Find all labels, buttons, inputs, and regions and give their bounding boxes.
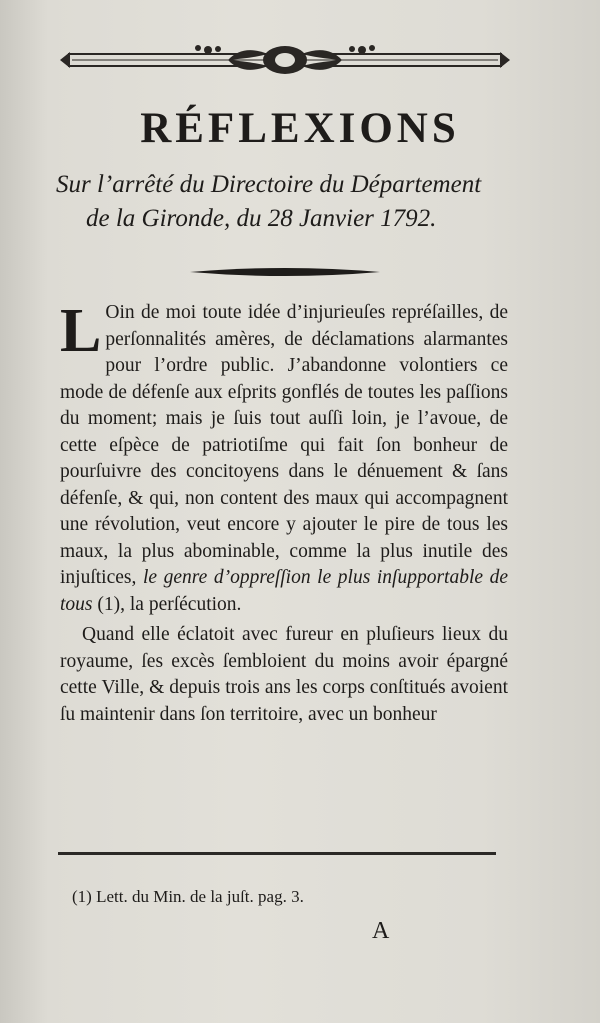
subtitle-line-2: de la Gironde, du 28 Janvier 1792.: [86, 205, 437, 232]
paragraph-2: Quand elle éclatoit avec fureur en pluſieurs lieux du royaume, ſes excès ſembloient du moins avoir épargné cette Ville, & depuis trois ans les corps conſtitués avoient ſu maintenir dans ſon territoire, avec un bonheur: [60, 624, 508, 725]
paragraph-1-text: Oin de moi toute idée d’injurieuſes repréſailles, de perſonnalités amères, de déclamations alarmantes pour l’ordre public. J’abandonne volontiers ce mode de défenſe aux eſprits gonflés de toutes les paſſions du moment; mais je ſuis tout auſſi loin, je l’avoue, de cette eſpèce de patriotiſme qui fait ſon bonheur de pourſuivre des concitoyens dans le dénuement & ſans défenſe, & qui, non content des maux qui accompagnent une révolution, veut encore y ajouter le pire de tous les maux, la plus abominable, comme la plus inutile des injuſtices,: [60, 302, 508, 588]
paragraph-1-italic: le genre d’oppreſſion le plus inſupportable de tous: [60, 567, 509, 615]
subtitle-line-1: Sur l’arrêté du Directoire du Département: [56, 171, 482, 198]
footnote: (1) Lett. du Min. de la juſt. pag. 3.: [72, 887, 304, 906]
drop-cap: L: [60, 297, 102, 365]
subtitle: [56, 168, 556, 236]
body-text: [60, 297, 509, 728]
title-divider: [190, 266, 380, 278]
paragraph-1: [60, 297, 509, 618]
headpiece-ornament: [58, 40, 512, 80]
signature-mark: A: [372, 918, 390, 944]
paragraph-1-end: (1), la perſécution.: [97, 593, 242, 615]
footnote-rule: [58, 852, 496, 855]
page-title: RÉFLEXIONS: [140, 105, 460, 152]
